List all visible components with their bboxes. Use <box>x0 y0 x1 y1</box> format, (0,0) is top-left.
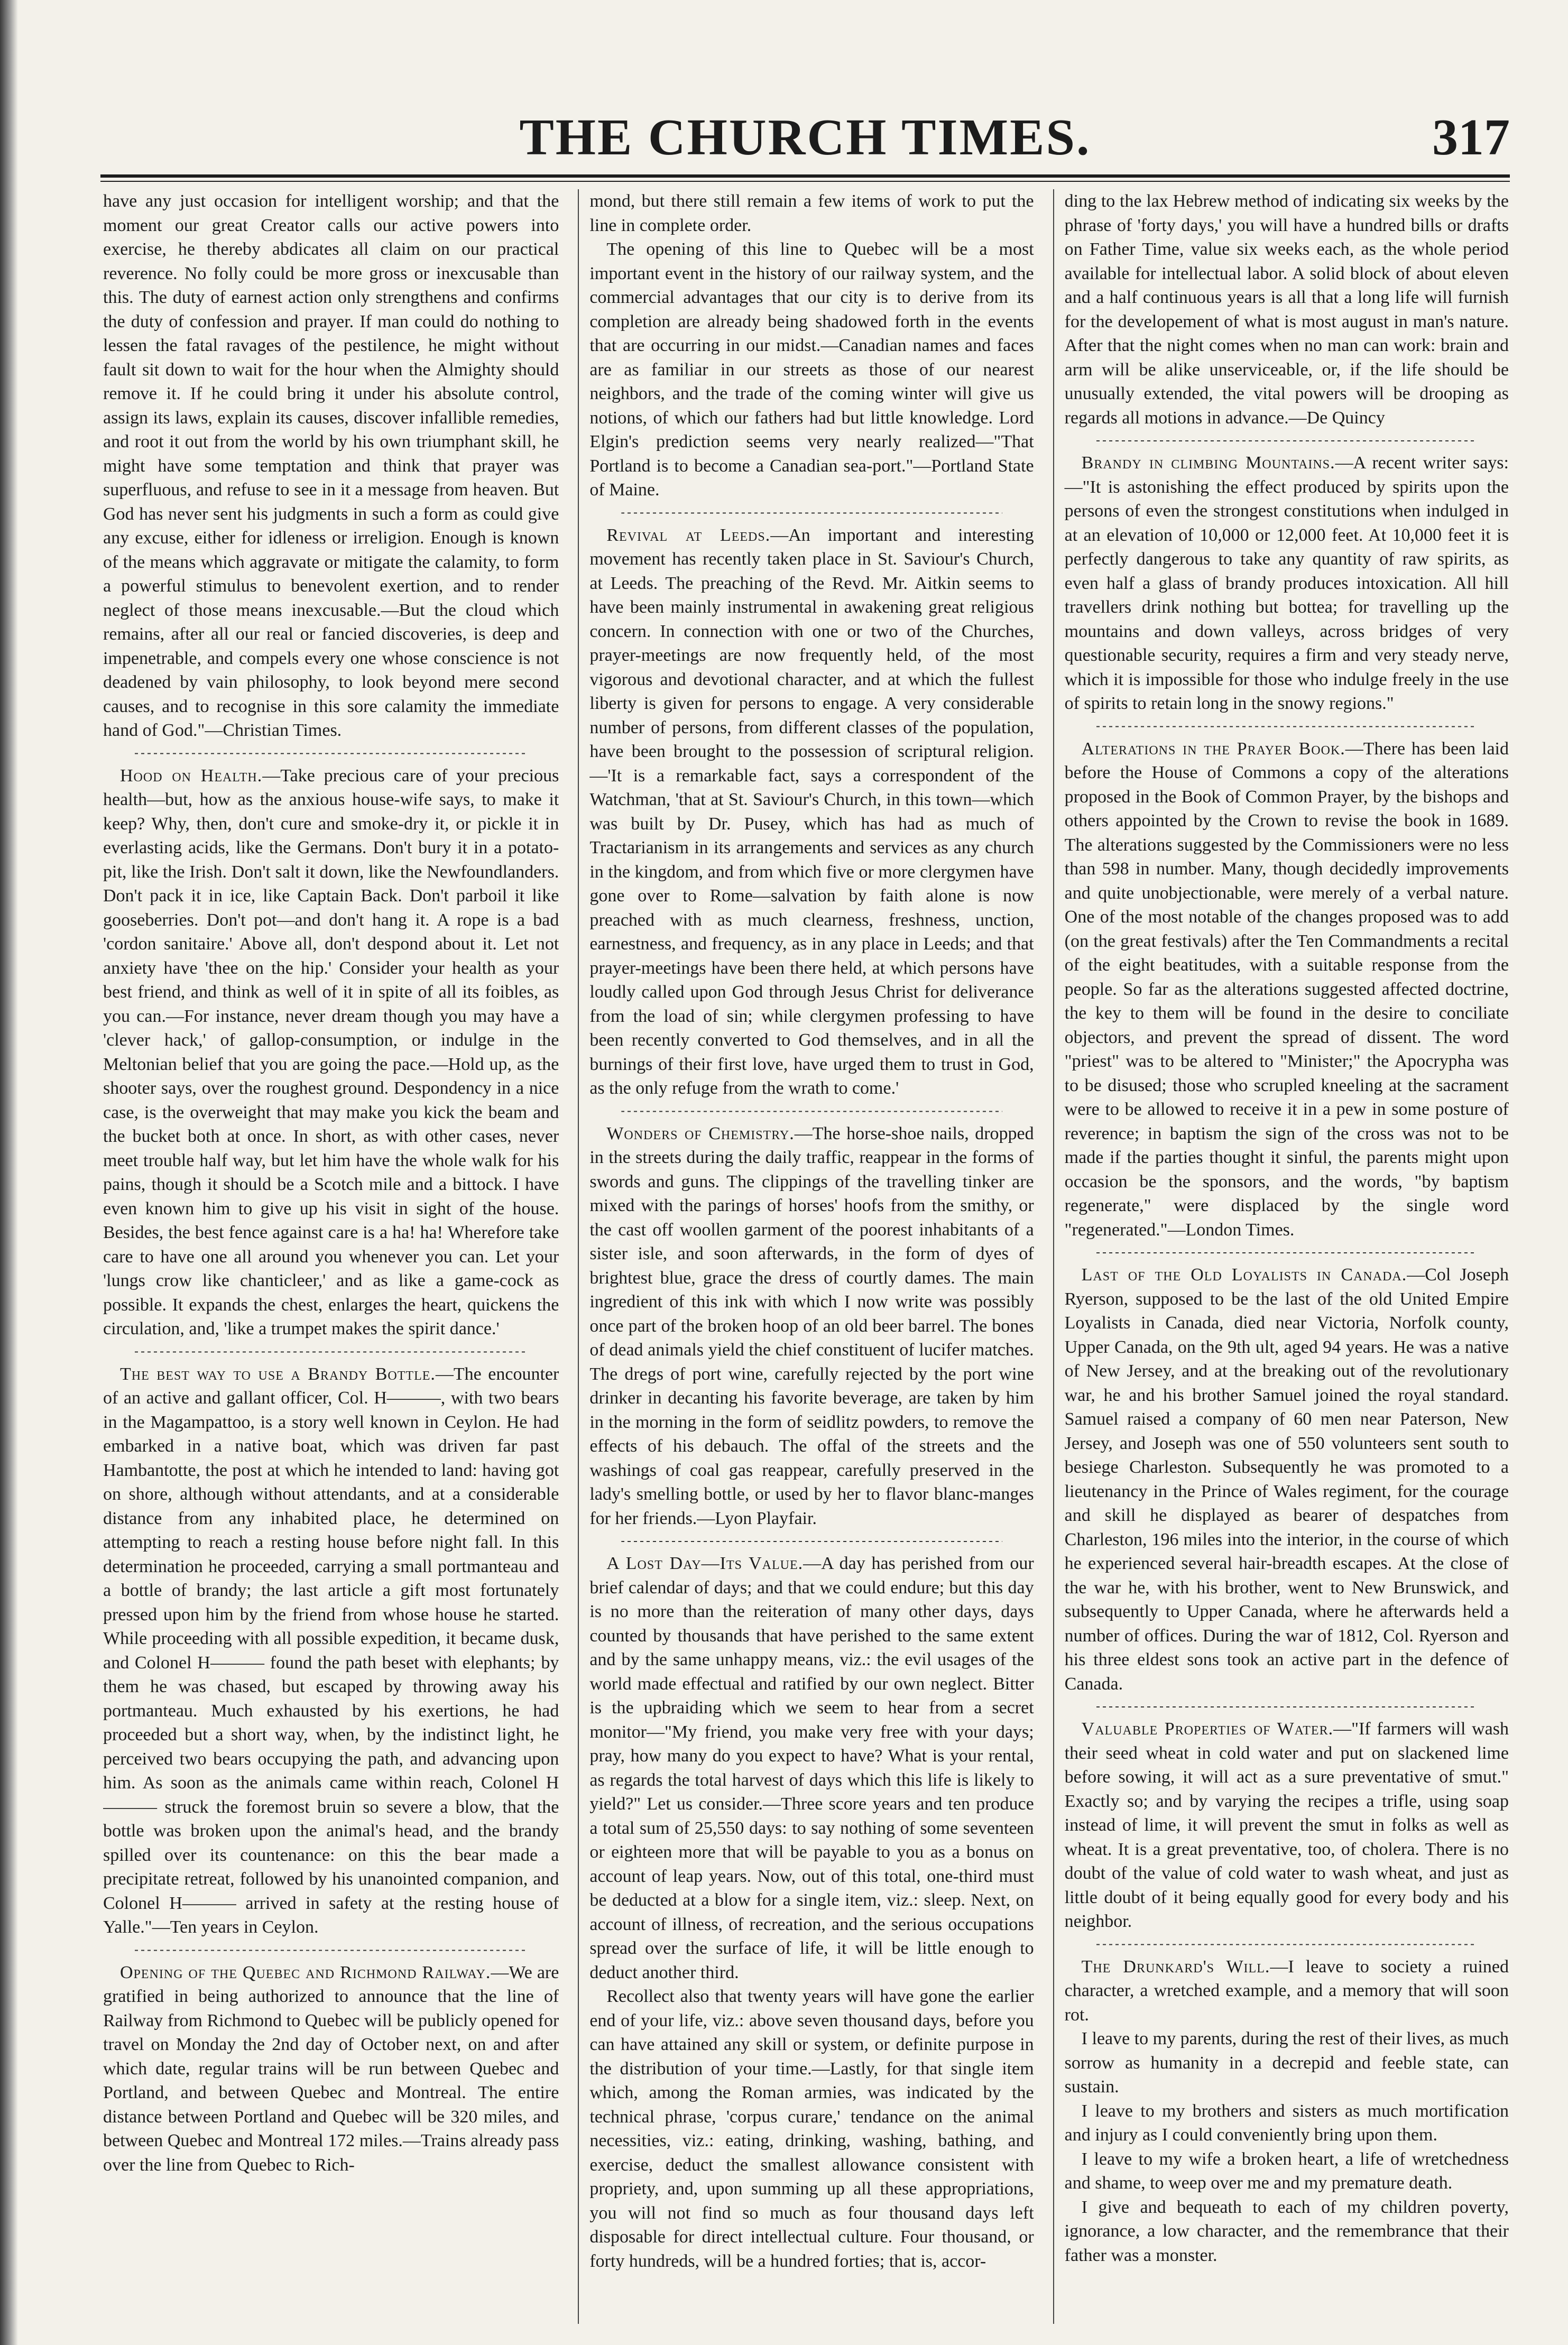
article <box>1065 1955 1509 2268</box>
article <box>103 189 559 743</box>
article-divider <box>621 1109 1002 1114</box>
article-paragraph <box>1065 2027 1509 2099</box>
article-divider <box>135 751 527 756</box>
article-paragraph <box>1065 1263 1509 1696</box>
article-heading: Alterations in the Prayer Book. <box>1081 738 1345 759</box>
article <box>589 189 1034 502</box>
article-heading: The best way to use a Brandy Bottle. <box>120 1364 436 1384</box>
article-text: —Take precious care of your precious health—but, how as the anxious house-wife says, to make it keep? Why, then, don't cure and smoke-dry it, or pickle it in everlasting acids, like the Germans. Don't bury it in a potato-pit, like the Irish. Don't salt it down, like the Newfoundlanders. Don't pack it in ice, like Captain Back. Don't parboil it like gooseberries. Don't pot—and don't hang it. A rope is a bad 'cordon sanitaire.' Above all, don't despond about it. Let not anxiety have 'thee on the hip.' Consider your health as your best friend, and think as well of it in spite of all its foibles, as you can.—For instance, never dream though you may have a 'clever hack,' of gallop-consumption, or indulge in the Meltonian belief that you are going the pace.—Hold up, as the shooter says, over the roughest ground. Despondency in a nice case, is the overweight that may make you kick the beam and the bucket both at once. In short, as with other cases, never meet trouble half way, but let him have the whole walk for his pains, though it should be a Scotch mile and a bittock. I have even known him to give up his visit in sight of the house. Besides, the best fence against care is a ha! ha! Wherefore take care to have one all around you whenever you can. Let your 'lungs crow like chanticleer,' and as like a game-cock as possible. It expands the chest, enlarges the heart, quickens the circulation, and, 'like a trumpet makes the spirit dance.' <box>103 765 559 1338</box>
newspaper-title: THE CHURCH TIMES. <box>519 109 1091 166</box>
article-heading: Opening of the Quebec and Richmond Railway. <box>120 1962 491 1982</box>
article-paragraph <box>589 1122 1034 1531</box>
article-text: —A day has perished from our brief calendar of days; and that we could endure; but this day is no more than the reiteration of many other days, days counted by thousands that have perished to the same extent and by the same unhappy means, viz.: the evil usages of the world made effectual and ratified by our own neglect. Bitter is the upbraiding which we seem to hear from a secret monitor—"My friend, you make very free with your days; pray, how many do you expect to have? What is your rental, as regards the total harvest of days which this life is likely to yield?" Let us consider.—Three score years and ten produce a total sum of 25,550 days: to say nothing of some seventeen or eighteen more that will be payable to you as a bonus on account of leap years. Now, out of this total, one-third must be deducted at a blow for a single item, viz.: sleep. Next, on account of illness, of recreation, and the serious occupations spread over the surface of life, it will be little enough to deduct another third. <box>589 1554 1034 1982</box>
column-3 <box>1053 189 1509 2324</box>
article-paragraph <box>589 523 1034 1101</box>
article <box>1065 1263 1509 1696</box>
article <box>1065 1717 1509 1934</box>
article-text: —Col Joseph Ryerson, supposed to be the last of the old United Empire Loyalists in Canada, died near Victoria, Norfolk county, Upper Canada, on the 9th ult, aged 94 years. He was a native of New Jersey, and at the breaking out of the revolutionary war, he and his brother Samuel joined the royal standard. Samuel raised a company of 60 men near Paterson, New Jersey, and Joseph was one of 550 volunteers sent south to besiege Charleston. Subsequently he was promoted to a lieutenancy in the Prince of Wales regiment, for the courage and skill he displayed as bearer of despatches from Charleston, 196 miles into the interior, in the course of which he experienced several hair-breadth escapes. At the close of the war he, with his brother, went to New Brunswick, and subsequently to Upper Canada, where he afterwards held a number of offices. During the war of 1812, Col. Ryerson and his three eldest sons took an active part in the defence of Canada. <box>1064 1265 1509 1694</box>
article-text: mond, but there still remain a few items of work to put the line in complete order. <box>589 191 1034 235</box>
article <box>1065 189 1509 430</box>
article-divider <box>1096 1704 1477 1710</box>
article-paragraph <box>1065 189 1509 430</box>
article-paragraph <box>103 764 559 1341</box>
article-text: —"If farmers will wash their seed wheat in cold water and put on slackened lime before sowing, it will act as a sure preventative of smut." Exactly so; and by varying the recipes a trifle, using soap instead of lime, it will prevent the smut in folks as well as wheat. It is a great preventative, too, of cholera. There is no doubt of the value of cold water to wash wheat, and just as little doubt of it being equally good for every body and his neighbor. <box>1064 1719 1509 1931</box>
article-text: —The encounter of an active and gallant officer, Col. H———, with two bears in the Magampattoo, is a story well known in Ceylon. He had embarked in a native boat, which was driven far past Hambantotte, the post at which he intended to land: having got on shore, although without attendants, and at a considerable distance from any inhabited place, he determined on attempting to reach a resting house before night fall. In this determination he proceeded, carrying a small portmanteau and a bottle of brandy; the last article a gift most fortunately pressed upon him by the friend from whose house he started. While proceeding with all possible expedition, it became dusk, and Colonel H——— found the path beset with elephants; by them he was chased, but escaped by throwing away his portmanteau. Much exhausted by his exertions, he had proceeded but a short way, when, by the indistinct light, he perceived two bears occupying the path, and advancing upon him. As soon as the animals came within reach, Colonel H——— struck the foremost bruin so severe a blow, that the bottle was broken upon the animal's head, and the brandy spilled over its countenance: on this the bear made a precipitate retreat, followed by his unanointed companion, and Colonel H——— arrived in safety at the resting house of Yalle."—Ten years in Ceylon. <box>103 1364 559 1937</box>
masthead-rule <box>100 174 1510 178</box>
page-edge-shadow <box>0 0 18 2345</box>
article-paragraph <box>1065 1717 1509 1934</box>
article-divider <box>1096 724 1477 730</box>
article-divider <box>135 1350 527 1355</box>
masthead-rule-thin <box>100 181 1510 182</box>
article-text: I give and bequeath to each of my children poverty, ignorance, a low character, and the remembrance that their father was a monster. <box>1064 2197 1509 2265</box>
article-text: —There has been laid before the House of Commons a copy of the alterations proposed in the Book of Common Prayer, by the bishops and others appointed by the Crown to revise the book in 1689. The alterations suggested by the Commissioners were no less than 598 in number. Many, though decidedly improvements and quite unobjectionable, were merely of a verbal nature. One of the most notable of the changes proposed was to add (on the great festivals) after the Ten Commandments a recital of the eight beatitudes, with a suitable response from the people. So far as the alterations suggested affected doctrine, the key to them will be found in the desire to conciliate objectors, and prevent the spread of dissent. The word "priest" was to be altered to "Minister;" the Apocrypha was to be disused; those who scrupled kneeling at the sacrament were to be allowed to receive it in a pew in some posture of reverence; in baptism the sign of the cross was not to be made if the parties thought it sinful, the parents might upon occasion be the sponsors, and the words, "by baptism regenerate," were displaced by the single word "regenerated."—London Times. <box>1064 738 1509 1240</box>
article-heading: A Lost Day—Its Value. <box>606 1554 804 1573</box>
article-paragraph <box>589 1552 1034 1984</box>
article-text: The opening of this line to Quebec will be a most important event in the history of our railway system, and the commercial advantages that our city is to derive from its completion are already being shadowed forth in the events that are occurring in our midst.—Canadian names and faces are as familiar in our streets as those of our nearest neighbors, and the trade of the coming winter will give us notions, of which our fathers had but little knowledge. Lord Elgin's prediction seems very nearly realized—"That Portland is to become a Canadian sea-port."—Portland State of Maine. <box>589 239 1034 500</box>
article-paragraph <box>103 1362 559 1940</box>
article-heading: Hood on Health. <box>120 765 263 786</box>
article <box>589 523 1034 1101</box>
article-text: I leave to my brothers and sisters as much mortification and injury as I could conveniently bring upon them. <box>1064 2101 1509 2145</box>
article-paragraph <box>1065 2147 1509 2195</box>
article-text: —A recent writer says:—"It is astonishing the effect produced by spirits upon the persons of even the strongest constitutions when indulged in at an elevation of 10,000 or 12,000 feet. At 10,000 feet it is perfectly dangerous to take any quantity of raw spirits, as even half a glass of brandy produces intoxication. All hill travellers drink nothing but bottea; for travelling up the mountains and down valleys, across bridges of very questionable security, requires a firm and very steady nerve, which it is impossible for those who indulge freely in the use of spirits to retain long in the snowy regions." <box>1064 453 1509 713</box>
article-text: have any just occasion for intelligent worship; and that the moment our great Creator calls our active powers into exercise, he thereby abdicates all claim on our practical reverence. No folly could be more gross or inexcusable than this. The duty of earnest action only strengthens and confirms the duty of confession and prayer. If man could do nothing to lessen the fatal ravages of the pestilence, he might without fault sit down to wait for the hour when the Almighty should remove it. If he could bring it under his absolute control, assign its laws, explain its causes, discover infallible remedies, and root it out from the world by his own triumphant skill, he might have some temptation and think that prayer was superfluous, and refuse to see in it a message from heaven. But God has never sent his judgments in such a form as could give any excuse, either for idleness or irreligion. Enough is known of the means which aggravate or mitigate the calamity, to form a powerful stimulus to benevolent exertion, and to render neglect of those means inexcusable.—But the cloud which remains, after all our real or fancied discoveries, is deep and impenetrable, and compels every one whose conscience is not deadened by vain philosophy, to look beyond mere second causes, and to recognise in this sore calamity the immediate hand of God."—Christian Times. <box>103 191 559 740</box>
article-text: —The horse-shoe nails, dropped in the streets during the daily traffic, reappear in the forms of swords and guns. The clippings of the travelling tinker are mixed with the parings of horses' hoofs from the smithy, or the cast off woollen garment of the poorest inhabitants of a sister isle, and soon afterwards, in the form of dyes of brightest blue, grace the dress of courtly dames. The main ingredient of this ink with which I now write was possibly once part of the broken hoop of an old beer barrel. The bones of dead animals yield the chief constituent of lucifer matches. The dregs of port wine, carefully rejected by the port wine drinker in decanting his favorite beverage, are taken by him in the morning in the form of seidlitz powders, to remove the effects of his debauch. The offal of the streets and the washings of coal gas reappear, carefully preserved in the lady's smelling bottle, or used by her to flavor blanc-manges for her friends.—Lyon Playfair. <box>589 1123 1034 1528</box>
article-divider <box>135 1948 527 1953</box>
page-number: 317 <box>1432 109 1510 166</box>
article-paragraph <box>589 237 1034 502</box>
article-paragraph <box>103 189 559 743</box>
column-2 <box>578 189 1034 2324</box>
article <box>103 1961 559 2177</box>
article-text: —We are gratified in being authorized to announce that the line of Railway from Richmond to Quebec will be publicly opened for travel on Monday the 2nd day of October next, on and after which date, regular trains will be run between Quebec and Portland, and between Quebec and Montreal. The entire distance between Portland and Quebec will be 320 miles, and between Quebec and Montreal 172 miles.—Trains already pass over the line from Quebec to Rich- <box>103 1962 559 2175</box>
article-text: —I leave to society a ruined character, a wretched example, and a memory that will soon rot. <box>1064 1956 1509 2025</box>
article-heading: Wonders of Chemistry. <box>606 1123 795 1143</box>
masthead <box>100 108 1510 167</box>
article-paragraph <box>1065 451 1509 716</box>
article-heading: Brandy in climbing Mountains. <box>1081 453 1335 473</box>
article <box>589 1122 1034 1531</box>
article-divider <box>1096 438 1477 444</box>
article-paragraph <box>1065 2099 1509 2147</box>
article-text: I leave to my parents, during the rest of their lives, as much sorrow as humanity in a decrepid and feeble state, can sustain. <box>1064 2029 1509 2097</box>
article-text: Recollect also that twenty years will have gone the earlier end of your life, viz.: above seven thousand days, before you can have attained any skill or system, or definite purpose in the distribution of your time.—Lastly, for that single item which, among the Roman armies, was indicated by the technical phrase, 'corpus curare,' tendance on the animal necessities, viz.: eating, drinking, washing, bathing, and exercise, deduct the smallest allowance consistent with propriety, and, upon summing up all these appropriations, you will not find so much as four thousand days left disposable for direct intellectual culture. Four thousand, or forty hundreds, will be a hundred forties; that is, accor- <box>589 1987 1034 2271</box>
article-heading: Last of the Old Loyalists in Canada. <box>1081 1265 1407 1285</box>
article-heading: The Drunkard's Will. <box>1081 1956 1270 1977</box>
article-text: I leave to my wife a broken heart, a life of wretchedness and shame, to weep over me and my premature death. <box>1064 2149 1509 2193</box>
text-columns <box>103 189 1509 2324</box>
article-paragraph <box>1065 1955 1509 2027</box>
article-paragraph <box>589 1984 1034 2273</box>
article-paragraph <box>589 189 1034 237</box>
article-heading: Revival at Leeds. <box>606 525 771 545</box>
article <box>1065 737 1509 1242</box>
column-1 <box>103 189 559 2324</box>
article-divider <box>621 1539 1002 1544</box>
article-paragraph <box>1065 2195 1509 2268</box>
article <box>103 1362 559 1940</box>
article-text: —An important and interesting movement has recently taken place in St. Saviour's Church, at Leeds. The preaching of the Revd. Mr. Aitkin seems to have been mainly instrumental in awakening great religious concern. In connection with one or two of the Churches, prayer-meetings are now frequently held, of the most vigorous and devotional character, and at which the fullest liberty is given for persons to engage. A very considerable number of persons, from different classes of the population, have been brought to the possession of scriptural religion.—'It is a remarkable fact, says a correspondent of the Watchman, 'that at St. Saviour's Church, in this town—which was built by Dr. Pusey, which has had as much of Tractarianism in its arrangements and services as any church in the kingdom, and from which five or more clergymen have gone over to Rome—salvation by faith alone is now preached with as much clearness, freshness, unction, earnestness, and frequency, as in any place in Leeds; and that prayer-meetings have been there held, at which persons have loudly called upon God through Jesus Christ for deliverance from the load of sin; while clergymen professing to have been recently converted to God themselves, and in all the burnings of their first love, have urged them to trust in God, as the only refuge from the wrath to come.' <box>589 525 1034 1098</box>
article-text: ding to the lax Hebrew method of indicating six weeks by the phrase of 'forty days,' you will have a hundred bills or drafts on Father Time, value six weeks each, as the whole period available for intellectual labor. A solid block of about eleven and a half continuous years is all that a long life will furnish for the developement of what is most august in man's nature. After that the night comes when no man can work: brain and arm will be alike unserviceable, or, if the life should be unusually extended, the vital powers will be drooping as regards all motions in advance.—De Quincy <box>1064 191 1509 428</box>
article-paragraph <box>103 1961 559 2177</box>
article-divider <box>621 511 1002 516</box>
article-heading: Valuable Properties of Water. <box>1081 1719 1334 1739</box>
article-divider <box>1096 1942 1477 1947</box>
article <box>589 1552 1034 2273</box>
article-paragraph <box>1065 737 1509 1242</box>
article <box>103 764 559 1341</box>
article <box>1065 451 1509 716</box>
article-divider <box>1096 1250 1477 1255</box>
